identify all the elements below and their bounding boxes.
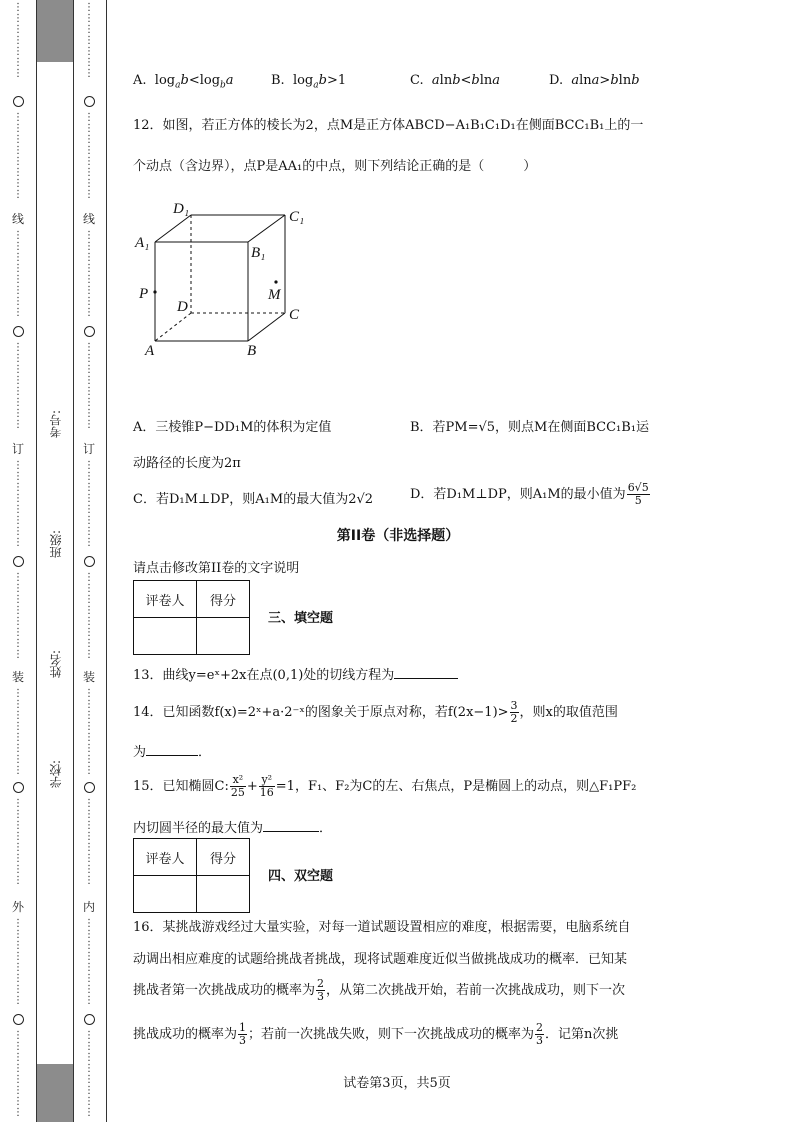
circle-mark — [8, 782, 28, 793]
q12-option-b-cont: 动路径的长度为2π — [133, 456, 241, 471]
dot-column: ⋮ ⋮ ⋮ ⋮ ⋮ ⋮ ⋮ ⋮ — [84, 798, 94, 886]
dot-column: ⋮ ⋮ ⋮ ⋮ ⋮ ⋮ ⋮ — [84, 2, 94, 79]
dot-column: ⋮ ⋮ ⋮ ⋮ ⋮ ⋮ ⋮ ⋮ — [13, 342, 23, 430]
circle-mark — [79, 326, 99, 337]
circle-mark — [8, 96, 28, 107]
cube-figure — [133, 195, 313, 365]
margin-label-line: 线 — [11, 212, 24, 226]
margin-label-zhuang: 装 — [11, 670, 24, 684]
q16-line2: 动调出相应难度的试题给挑战者挑战，现将试题难度近似当做挑战成功的概率．已知某 — [133, 952, 628, 967]
circle-mark — [8, 556, 28, 567]
dot-column: ⋮ ⋮ ⋮ ⋮ ⋮ ⋮ ⋮ ⋮ — [13, 572, 23, 660]
part2-note: 请点击修改第II卷的文字说明 — [133, 561, 300, 576]
dot-column: ⋮ ⋮ ⋮ ⋮ ⋮ ⋮ ⋮ ⋮ — [84, 1030, 94, 1118]
margin-label-ding: 订 — [11, 442, 24, 456]
q12-stem-line2: 个动点（含边界），点P是AA₁的中点，则下列结论正确的是（ ） — [133, 159, 537, 174]
label-A1: A₁ — [135, 235, 150, 251]
dot-column: ⋮ ⋮ ⋮ ⋮ ⋮ ⋮ ⋮ ⋮ — [13, 112, 23, 200]
q16-line4: 挑战成功的概率为 $\frac{1}{3}$ ；若前一次挑战失败，则下一次挑战成功的概率为 $\frac{2}{3}$ ．记第n次挑 — [133, 1021, 619, 1047]
label-D: D — [177, 299, 188, 315]
margin-label-line: 线 — [82, 212, 95, 226]
label-P: P — [139, 286, 149, 302]
q11-option-d: D. alna>blnb — [549, 73, 640, 88]
dot-column: ⋮ ⋮ ⋮ ⋮ ⋮ ⋮ ⋮ ⋮ — [13, 798, 23, 886]
score-cell-score[interactable] — [197, 876, 250, 913]
binding-margin-outer — [0, 0, 36, 1122]
score-table-1 — [133, 580, 250, 655]
q13-answer-blank[interactable] — [394, 666, 458, 679]
q11-option-b: B. $\log_ab>1$ — [271, 73, 347, 91]
margin-label-wai: 外 — [11, 900, 24, 914]
score-cell-grader[interactable] — [134, 618, 197, 655]
margin-label-ding: 订 — [82, 442, 95, 456]
field-exam-number: 考号: — [49, 410, 63, 439]
score-table-2 — [133, 838, 250, 913]
student-info-band — [36, 0, 74, 1122]
q12-option-d: D．若D₁M⊥DP，则A₁M的最小值为 $\frac{6√5}{5}$ — [410, 481, 649, 507]
label-C1: C₁ — [289, 209, 305, 225]
dot-column: ⋮ ⋮ ⋮ ⋮ ⋮ ⋮ ⋮ ⋮ — [13, 918, 23, 1006]
dot-column: ⋮ ⋮ ⋮ ⋮ ⋮ ⋮ ⋮ ⋮ — [84, 342, 94, 430]
q16-line3: 挑战者第一次挑战成功的概率为 $\frac{2}{3}$ ，从第二次挑战开始，若前一次挑战成功，则下一次 — [133, 977, 626, 1003]
score-cell-score[interactable] — [197, 618, 250, 655]
q12-option-a: A．三棱锥P−DD₁M的体积为定值 — [133, 420, 332, 435]
dot-column: ⋮ ⋮ ⋮ ⋮ ⋮ ⋮ ⋮ ⋮ — [84, 572, 94, 660]
circle-mark — [8, 1014, 28, 1025]
q11-option-c: C. alnb<blna — [410, 73, 501, 88]
dot-column: ⋮ ⋮ ⋮ ⋮ ⋮ ⋮ ⋮ ⋮ — [84, 230, 94, 318]
dot-column: ⋮ ⋮ ⋮ ⋮ ⋮ ⋮ ⋮ ⋮ — [13, 688, 23, 776]
q11-option-a: A. $\log_ab<\log_ba$ — [133, 73, 234, 91]
field-name: 姓名: — [49, 650, 63, 679]
dot-column: ⋮ ⋮ ⋮ ⋮ ⋮ ⋮ ⋮ ⋮ — [84, 112, 94, 200]
section-3-heading: 三、填空题 — [268, 611, 334, 626]
margin-label-nei: 内 — [82, 900, 95, 914]
page-footer: 试卷第3页，共5页 — [343, 1076, 451, 1091]
part2-title: 第II卷（非选择题） — [336, 528, 460, 544]
q13: 13．曲线y=eˣ+2x在点(0,1)处的切线方程为 — [133, 664, 458, 683]
label-M: M — [268, 287, 281, 303]
score-col-score: 得分 — [197, 581, 250, 618]
field-class: 班级: — [49, 530, 63, 559]
label-D1: D₁ — [173, 201, 190, 217]
binding-margin-inner — [72, 0, 107, 1122]
circle-mark — [79, 96, 99, 107]
q14-answer-blank[interactable] — [146, 743, 198, 756]
q15-answer-blank[interactable] — [263, 819, 319, 832]
q12-option-b: B．若PM=√5，则点M在侧面BCC₁B₁运 — [410, 420, 650, 435]
score-col-grader: 评卷人 — [134, 581, 197, 618]
circle-mark — [79, 782, 99, 793]
field-school: 学校: — [49, 760, 63, 789]
circle-mark — [79, 556, 99, 567]
score-col-score: 得分 — [197, 839, 250, 876]
label-C: C — [289, 307, 300, 323]
circle-mark — [79, 1014, 99, 1025]
grey-block-top — [37, 0, 73, 62]
q14-line2: 为 ． — [133, 745, 212, 760]
label-B1: B₁ — [251, 245, 266, 261]
q12-stem-line1: 12．如图，若正方体的棱长为2，点M是正方体ABCD−A₁B₁C₁D₁在侧面BCC₁B₁上的一 — [133, 118, 644, 133]
dot-column: ⋮ ⋮ ⋮ ⋮ ⋮ ⋮ ⋮ ⋮ — [84, 918, 94, 1006]
q14-line1: 14．已知函数f(x)=2ˣ+a·2⁻ˣ的图象关于原点对称，若f(2x−1)> $\frac{3}{2}$ ，则x的取值范围 — [133, 699, 618, 725]
dot-column: ⋮ ⋮ ⋮ ⋮ ⋮ ⋮ ⋮ ⋮ — [13, 460, 23, 548]
dot-column: ⋮ ⋮ ⋮ ⋮ ⋮ ⋮ ⋮ ⋮ — [13, 230, 23, 318]
label-B: B — [247, 343, 257, 359]
q12-option-c: C．若D₁M⊥DP，则A₁M的最大值为2√2 — [133, 492, 374, 507]
dot-column: ⋮ ⋮ ⋮ ⋮ ⋮ ⋮ ⋮ ⋮ — [13, 1030, 23, 1118]
margin-label-zhuang: 装 — [82, 670, 95, 684]
score-cell-grader[interactable] — [134, 876, 197, 913]
q15-line1: 15．已知椭圆C: $\frac{\text{x²}}{25}$ + $\frac{\text{y²}}{16}$ =1，F₁、F₂为C的左、右焦点，P是椭圆上的动点，则△F₁PF₂ — [133, 773, 637, 799]
circle-mark — [8, 326, 28, 337]
dot-column: ⋮ ⋮ ⋮ ⋮ ⋮ ⋮ ⋮ ⋮ — [84, 688, 94, 776]
dot-column: ⋮ ⋮ ⋮ ⋮ ⋮ ⋮ ⋮ — [13, 2, 23, 79]
section-4-heading: 四、双空题 — [268, 869, 334, 884]
dot-column: ⋮ ⋮ ⋮ ⋮ ⋮ ⋮ ⋮ ⋮ — [84, 460, 94, 548]
q15-line2: 内切圆半径的最大值为 ． — [133, 821, 333, 836]
label-A: A — [145, 343, 155, 359]
score-col-grader: 评卷人 — [134, 839, 197, 876]
q16-line1: 16．某挑战游戏经过大量实验，对每一道试题设置相应的难度，根据需要，电脑系统自 — [133, 920, 631, 935]
